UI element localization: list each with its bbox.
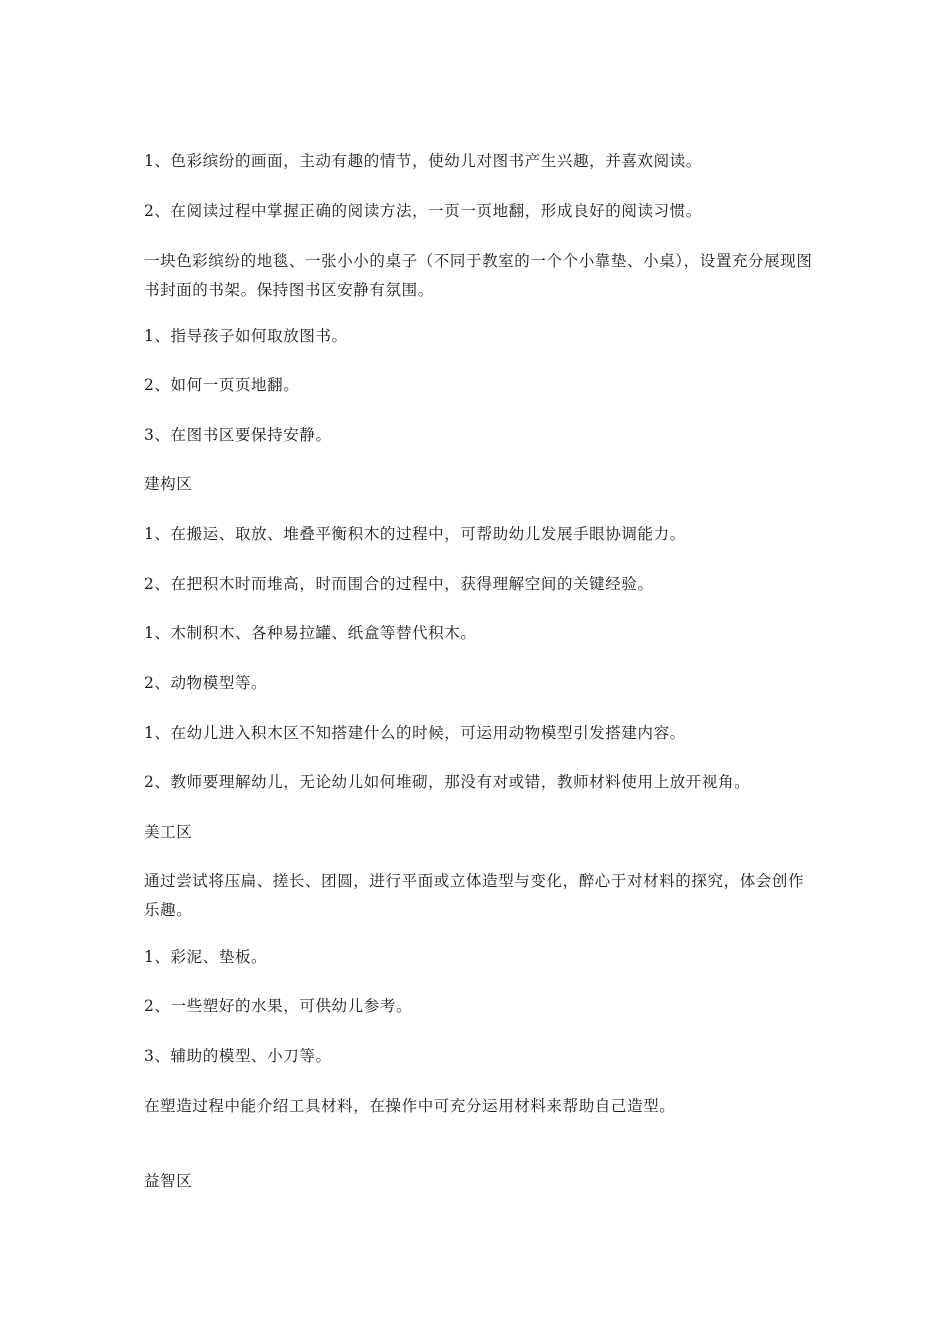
paragraph: 通过尝试将压扁、搓长、团圆，进行平面或立体造型与变化，醉心于对材料的探究，体会创作乐趣。 bbox=[144, 872, 805, 919]
paragraph: 2、在阅读过程中掌握正确的阅读方法，一页一页地翻，形成良好的阅读习惯。 bbox=[144, 202, 702, 220]
section-heading: 建构区 bbox=[144, 475, 193, 493]
paragraph: 1、木制积木、各种易拉罐、纸盒等替代积木。 bbox=[144, 624, 477, 642]
paragraph: 1、在幼儿进入积木区不知搭建什么的时候，可运用动物模型引发搭建内容。 bbox=[144, 724, 686, 742]
paragraph: 3、在图书区要保持安静。 bbox=[144, 426, 332, 444]
section-heading: 益智区 bbox=[144, 1172, 193, 1190]
paragraph: 2、如何一页页地翻。 bbox=[144, 376, 300, 394]
paragraph: 在塑造过程中能介绍工具材料，在操作中可充分运用材料来帮助自己造型。 bbox=[144, 1097, 676, 1115]
paragraph: 2、在把积木时而堆高，时而围合的过程中，获得理解空间的关键经验。 bbox=[144, 575, 654, 593]
section-heading: 美工区 bbox=[144, 823, 193, 841]
paragraph: 一块色彩缤纷的地毯、一张小小的桌子（不同于教室的一个个小靠垫、小桌），设置充分展现图书封面的书架。保持图书区安静有氛围。 bbox=[144, 252, 813, 299]
paragraph: 2、动物模型等。 bbox=[144, 674, 268, 692]
paragraph: 1、色彩缤纷的画面，主动有趣的情节，使幼儿对图书产生兴趣，并喜欢阅读。 bbox=[144, 152, 702, 170]
paragraph: 1、彩泥、垫板。 bbox=[144, 948, 268, 966]
paragraph: 2、一些塑好的水果，可供幼儿参考。 bbox=[144, 997, 413, 1015]
paragraph: 3、辅助的模型、小刀等。 bbox=[144, 1047, 332, 1065]
paragraph: 2、教师要理解幼儿，无论幼儿如何堆砌，那没有对或错，教师材料使用上放开视角。 bbox=[144, 773, 751, 791]
paragraph: 1、在搬运、取放、堆叠平衡积木的过程中，可帮助幼儿发展手眼协调能力。 bbox=[144, 525, 686, 543]
paragraph: 1、指导孩子如何取放图书。 bbox=[144, 327, 348, 345]
